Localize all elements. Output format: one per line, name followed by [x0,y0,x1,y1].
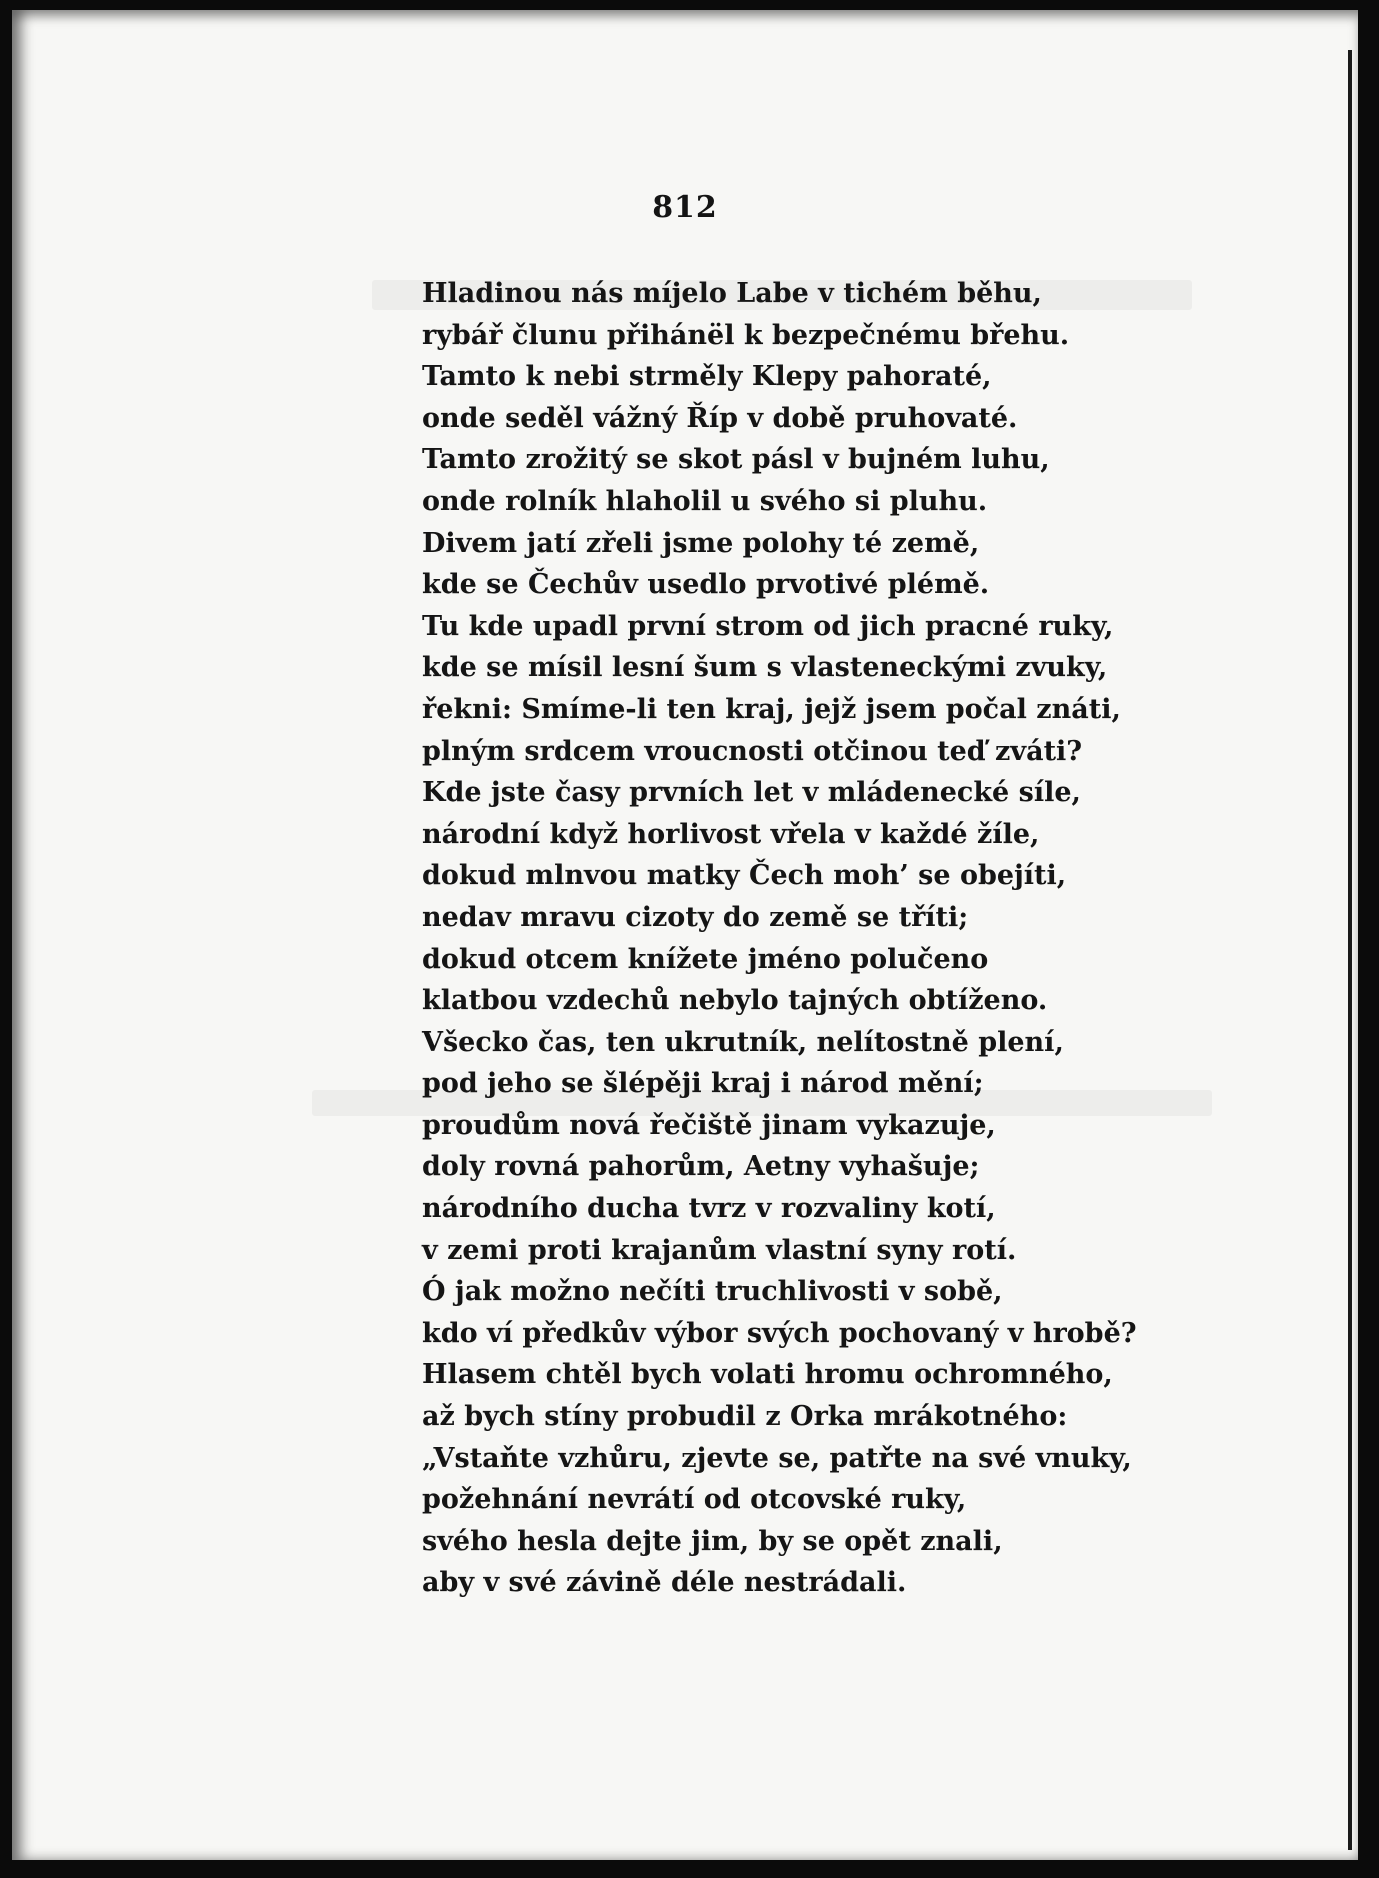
poem-line: Hlasem chtěl bych volati hromu ochromného, [422,1359,1113,1391]
poem-line: až bych stíny probudil z Orka mrákotného: [422,1401,1068,1433]
poem-line: onde seděl vážný Říp v době pruhovaté. [422,402,1018,434]
poem-line: kde se mísil lesní šum s vlasteneckými zvuky, [422,652,1108,684]
poem-line: Tamto zrožitý se skot pásl v bujném luhu, [422,444,1050,476]
page-number: 812 [652,190,718,225]
poem-line: plným srdcem vroucnosti otčinou teď zváti? [422,735,1083,767]
poem-line: Hladinou nás míjelo Labe v tichém běhu, [422,278,1042,309]
poem-line: dokud mlnvou matky Čech moh’ se obejíti, [422,860,1067,892]
poem-line: Všecko čas, ten ukrutník, nelítostně plení, [422,1026,1064,1058]
poem-line: „Vstaňte vzhůru, zjevte se, patřte na své vnuky, [422,1442,1132,1474]
poem-line: Kde jste časy prvních let v mládenecké síle, [422,777,1081,809]
poem-line: v zemi proti krajanům vlastní syny rotí. [422,1234,1017,1266]
poem-line: Ó jak možno nečíti truchlivosti v sobě, [422,1276,1003,1308]
poem-line: kde se Čechův usedlo prvotivé plémě. [422,569,990,601]
poem-text [422,273,1322,1604]
poem-line: klatbou vzdechů nebylo tajných obtíženo. [422,985,1048,1017]
poem-line: dokud otcem knížete jméno polučeno [422,943,989,975]
poem-line: onde rolník hlaholil u svého si pluhu. [422,485,988,517]
poem-line: svého hesla dejte jim, by se opět znali, [422,1525,1003,1557]
poem-line: aby v své závině déle nestrádali. [422,1567,907,1599]
book-page [12,10,1358,1860]
poem-line: řekni: Smíme-li ten kraj, jejž jsem počal znáti, [422,693,1121,725]
poem-line: požehnání nevrátí od otcovské ruky, [422,1484,967,1516]
poem-line: Tamto k nebi strměly Klepy pahoraté, [422,361,992,393]
poem-line: rybář člunu přihánël k bezpečnému břehu. [422,319,1070,351]
poem-line: Tu kde upadl první strom od jich pracné ruky, [422,610,1114,642]
poem-line: národní když horlivost vřela v každé žíle, [422,818,1040,850]
poem-line: kdo ví předkův výbor svých pochovaný v hrobě? [422,1317,1137,1349]
poem-line: Divem jatí zřeli jsme polohy té země, [422,527,980,559]
poem-line: pod jeho se šlépěji kraj i národ mění; [422,1068,984,1100]
poem-line: nedav mravu cizoty do země se tříti; [422,901,969,933]
poem-line: proudům nová řečiště jinam vykazuje, [422,1109,996,1141]
page-edge-shadow [1348,50,1352,1850]
poem-line: doly rovná pahorům, Aetny vyhašuje; [422,1151,980,1183]
poem-line: národního ducha tvrz v rozvaliny kotí, [422,1193,996,1225]
